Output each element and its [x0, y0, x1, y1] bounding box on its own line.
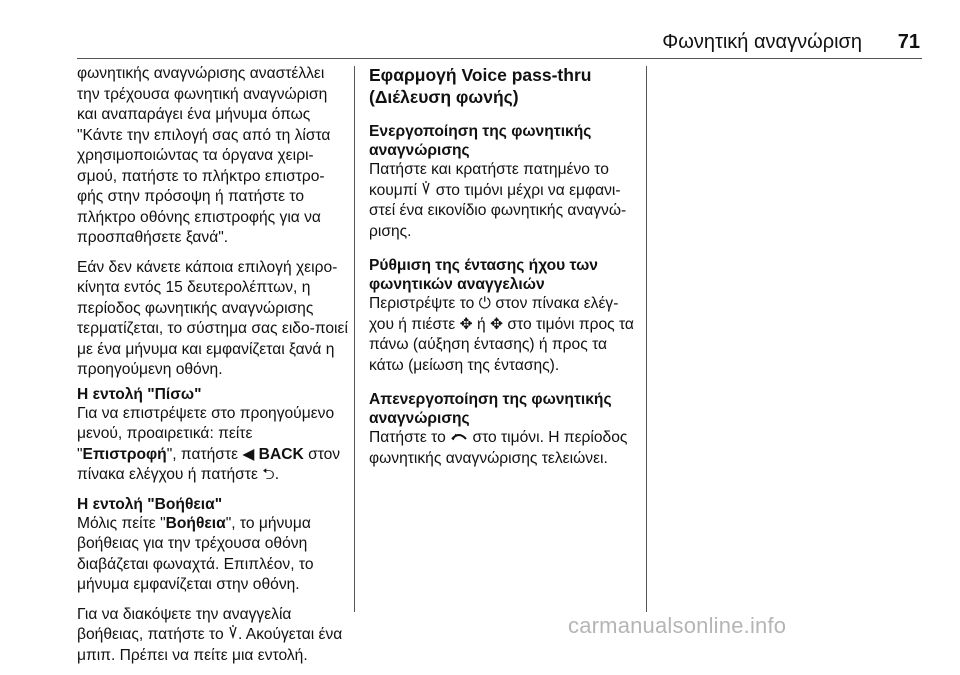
deactivate-paragraph: Πατήστε το στο τιμόνι. Η περίοδος φωνητικής αναγνώρισης τελειώνει.	[369, 429, 628, 467]
voice-recognition-icon	[228, 625, 238, 646]
help-keyword: Βοήθεια	[165, 514, 226, 532]
back-keyword: Επιστροφή	[82, 445, 167, 463]
power-volume-icon: ⏻	[478, 295, 492, 312]
volume-heading: Ρύθμιση της έντασης ήχου των φωνητικών αναγγελιών	[369, 257, 598, 293]
right-column	[369, 64, 637, 478]
voice-button-icon	[421, 181, 431, 202]
header-divider	[77, 58, 922, 59]
watermark: carmanualsonline.info	[568, 613, 787, 638]
back-arrow-icon: ⮌	[262, 466, 275, 483]
page-number: 71	[897, 31, 920, 53]
interrupt-paragraph: Για να διακόψετε την αναγγελία βοήθειας, πατήστε το . Ακούγεται ένα μπιπ. Πρέπει να πείτε μια εντολή.	[77, 605, 343, 664]
column-divider-right	[646, 66, 647, 612]
volume-down-icon: ✥	[489, 315, 504, 333]
deactivate-heading: Απενεργοποίηση της φωνητικής αναγνώρισης	[369, 391, 612, 427]
activate-paragraph: Πατήστε και κρατήστε πατημένο το κουμπί στο τιμόνι μέχρι να εμφανι-στεί ένα εικονίδιο φωνητικής αναγνώ-ρισης.	[369, 161, 627, 240]
page-title: Φωνητική αναγνώριση	[662, 31, 862, 53]
help-command-paragraph: Μόλις πείτε "Βοήθεια", το μήνυμα βοήθειας για την τρέχουσα οθόνη διαβάζεται φωναχτά. Επιπλέον, το μήνυμα εμφανίζεται στην οθόνη.	[77, 514, 314, 593]
back-key-label: ◀ BACK	[242, 445, 304, 463]
volume-up-icon: ✥	[459, 315, 473, 333]
help-command-heading: Η εντολή "Βοήθεια"	[77, 495, 223, 513]
left-column	[77, 64, 349, 675]
volume-paragraph: Περιστρέψτε το ⏻ στον πίνακα ελέγ-χου ή πιέστε ✥ ή ✥ στο τιμόνι προς τα πάνω (αύξηση έντασης) ή προς τα κάτω (μείωση της έντασης).	[369, 295, 634, 374]
column-divider-left	[354, 66, 355, 612]
timeout-paragraph: Εάν δεν κάνετε κάποια επιλογή χειρο-κίνητα εντός 15 δευτερολέπτων, η περίοδος φωνητικής αναγνώρισης τερματίζεται, το σύστημα σας ειδο-ποιεί με ένα μήνυμα και εμφανίζεται ξανά η προηγούμενη οθόνη.	[77, 258, 348, 378]
end-call-icon	[450, 428, 468, 449]
page-header	[0, 28, 960, 56]
back-command-paragraph: Για να επιστρέψετε στο προηγούμενο μενού, προαιρετικά: πείτε "Επιστροφή", πατήστε ◀ BACK στον πίνακα ελέγχου ή πατήστε ⮌.	[77, 404, 349, 486]
voice-pass-thru-heading: Εφαρμογή Voice pass-thru (Διέλευση φωνής)	[369, 65, 592, 107]
intro-paragraph: φωνητικής αναγνώρισης αναστέλλει την τρέχουσα φωνητική αναγνώριση και αναπαράγει ένα μήνυμα όπως "Κάντε την επιλογή σας από τη λίστα χρησιμοποιώντας τα όργανα χειρι-σμού, πατήστε το πλήκτρο επιστρο-φής στην πρόσοψη ή πατήστε το πλήκτρο οθόνης επιστροφής για να προσπαθήσετε ξανά".	[77, 65, 331, 246]
activate-heading: Ενεργοποίηση της φωνητικής αναγνώρισης	[369, 123, 592, 159]
back-command-heading: Η εντολή "Πίσω"	[77, 385, 202, 403]
